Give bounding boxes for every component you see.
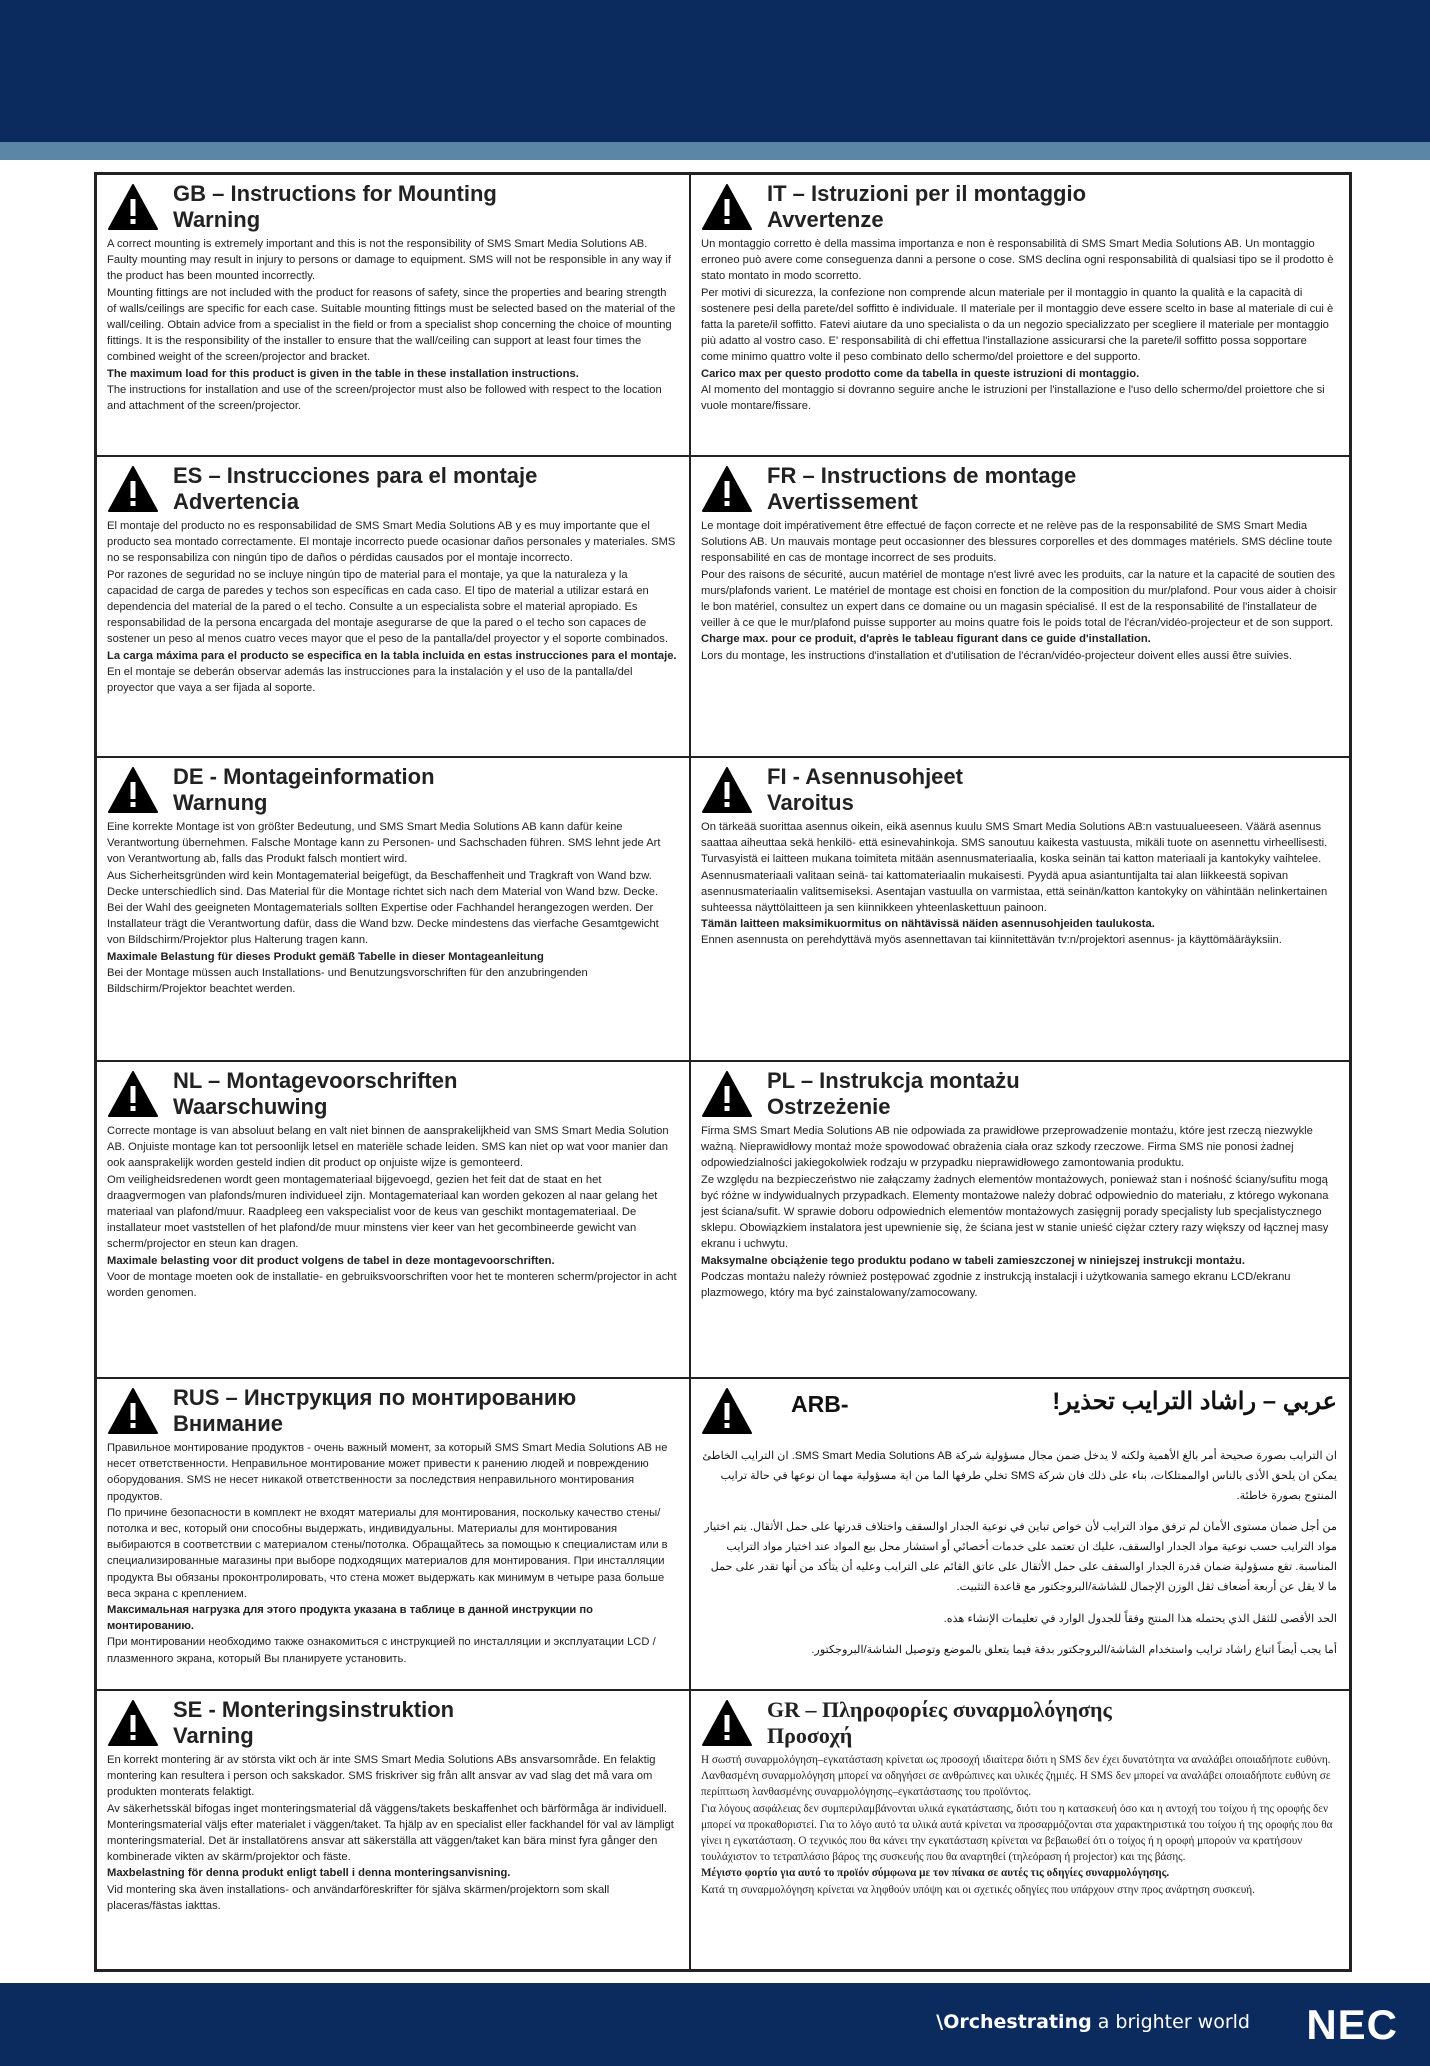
- body-paragraph: El montaje del producto no es responsabilidad de SMS Smart Media Solutions AB y es muy importante que el producto sea montado correctamente. El montaje incorrecto puede ocasionar daños personales y materiales. SMS no se responsabiliza con ningún tipo de daños o pérdidas causados por el montaje incorrecto.: [107, 520, 676, 565]
- body-paragraph: Pour des raisons de sécurité, aucun matériel de montage n'est livré avec les produits, car la nature et la capacité de soutien des murs/plafonds varient. Le matériel de montage est choisi en fonction de la composition du mur/plafond. Pour vous aider à choisir le bon matériel, consultez un expert dans ce domaine ou un magasin spécialisé. Il est de la responsabilité de l'installateur de veiller à ce que le mur/plafond puisse supporter au moins quatre fois le poids total de l'écran/vidéo-projecteur et de son support.: [701, 568, 1337, 630]
- body-paragraph: Eine korrekte Montage ist von größter Bedeutung, und SMS Smart Media Solutions AB kann dafür keine Verantwortung übernehmen. Falsche Montage kann zu Personen- und Sachschaden führen. SMS lehnt jede Art von Verantwortung ab, falls das Produkt falsch montiert wird.: [107, 821, 661, 866]
- body-paragraph: Al momento del montaggio si dovranno seguire anche le istruzioni per l'installazione e l'uso dello schermo/del proiettore che si vuole montare/fissare.: [701, 383, 1325, 413]
- body-paragraph: Ennen asennusta on perehdyttävä myös asennettavan tai kiinnitettävän tv:n/projektori asennus- ja käyttömääräyksiin.: [701, 934, 1282, 947]
- body-paragraph: Por razones de seguridad no se incluye ningún tipo de material para el montaje, ya que la naturaleza y la capacidad de carga de paredes y techos son específicas en cada caso. El tipo de material a utilizar estará en dependencia del material de la pared o el techo. Consulte a un especialista sobre el material apropiado. Es responsabilidad de la persona encargada del montaje asegurarse de que la pared o el techo son capaces de sostener un peso al menos cuatro veces mayor que el peso de la pantalla/del proyector y el soporte combinados.: [107, 568, 668, 646]
- body-paragraph: Правильное монтирование продуктов - очень важный момент, за который SMS Smart Media Solutions AB не несет ответственности. Неправильное монтирование может привести к ранению людей и повреждению оборудования. SMS не несет никакой ответственности за последствия неправильного монтирования продуктов.: [107, 1442, 668, 1503]
- body-paragraph: Voor de montage moeten ook de installatie- en gebruiksvoorschriften voor het te monteren scherm/projector in acht worden genomen.: [107, 1270, 677, 1300]
- section-subtitle: Avertissement: [767, 489, 918, 514]
- body-paragraph: En el montaje se deberán observar además las instrucciones para la instalación y el uso de la pantalla/del proyector que vaya a ser fijada al soporte.: [107, 665, 633, 695]
- section-subtitle: Warning: [173, 207, 261, 232]
- section-title: SE - Monteringsinstruktion: [173, 1697, 455, 1722]
- instruction-section: [97, 175, 691, 457]
- section-title: NL – Montagevoorschriften: [173, 1068, 458, 1093]
- section-body: [701, 1446, 1337, 1660]
- max-load-note: La carga máxima para el producto se especifica en la tabla incluida en estas instrucciones para el montaje.: [107, 649, 677, 662]
- max-load-note: Maximale belasting voor dit product volgens de tabel in deze montagevoorschriften.: [107, 1254, 555, 1267]
- instruction-section: [97, 1691, 691, 1969]
- max-load-note: Carico max per questo prodotto come da tabella in queste istruzioni di montaggio.: [701, 367, 1140, 380]
- warning-triangle-icon: [701, 766, 753, 814]
- instruction-section: [691, 1062, 1349, 1379]
- body-paragraph: Lors du montage, les instructions d'installation et d'utilisation de l'écran/vidéo-projecteur doivent elles aussi être suivies.: [701, 649, 1292, 662]
- instruction-grid: [94, 172, 1352, 1972]
- instruction-section: [97, 1062, 691, 1379]
- tagline-prefix: \Orchestrating: [936, 2011, 1092, 2033]
- section-subtitle: عربي – راشاد الترايب تحذير!: [1052, 1388, 1337, 1415]
- section-subtitle: Varning: [173, 1723, 254, 1748]
- warning-triangle-icon: [107, 465, 159, 513]
- section-title: ARB-: [791, 1391, 849, 1417]
- body-paragraph: По причине безопасности в комплект не входят материалы для монтирования, поскольку качество стены/потолка и вес, который они способны выдержать, индивидуальны. Материалы для монтирования выбираются в соответствии с материалом стены/потолка. Обращайтесь за помощью к специалистам или в специализированные магазины при выборе подходящих материалов для монтирования. При инсталляции продукта Вы обязаны проконтролировать, что стена может выдержать как минимум в четыре раза больше веса экрана с креплением.: [107, 1506, 668, 1600]
- instruction-section: [97, 1379, 691, 1691]
- instruction-section: [691, 1379, 1349, 1691]
- section-header: [107, 764, 677, 816]
- section-body: [107, 1123, 677, 1301]
- section-header: [701, 764, 1337, 816]
- section-body: [701, 1752, 1337, 1898]
- body-paragraph: A correct mounting is extremely important and this is not the responsibility of SMS Smart Media Solutions AB. Faulty mounting may result in injury to persons or damage to equipment. SMS will not be responsible in any way if the product has been mounted incorrectly.: [107, 238, 672, 283]
- warning-triangle-icon: [701, 183, 753, 231]
- nec-logo: NEC: [1306, 2001, 1398, 2048]
- body-paragraph: Aus Sicherheitsgründen wird kein Montagematerial beigefügt, da Beschaffenheit und Tragkraft von Wand bzw. Decke unterschiedlich sind. Das Material für die Montage richtet sich nach dem Material von Wand bzw. Decke. Bei der Wahl des geeigneten Montagematerials sollten Expertise oder Fachhandel herangezogen werden. Der Installateur trägt die Verantwortung dafür, dass die Wand bzw. Decke mindestens das vierfache Gesamtgewicht von Bildschirm/Projektor plus Halterung tragen kann.: [107, 869, 659, 947]
- body-paragraph: Firma SMS Smart Media Solutions AB nie odpowiada za prawidłowe przeprowadzenie montażu, które jest rzeczą niezwykle ważną. Nieprawidłowy montaż może spowodować obrażenia ciała oraz szkody rzeczowe. Firma SMS nie ponosi żadnej odpowiedzialności jakiegokolwiek rodzaju w przypadku nieprawidłowego zamontowania produktu.: [701, 1125, 1313, 1170]
- section-title: IT – Istruzioni per il montaggio: [767, 181, 1087, 206]
- body-paragraph: من أجل ضمان مستوى الأمان لم ترفق مواد الترايب لأن خواص تباين في نوعية الجدار اوالسقف واختلاف قدرتها على حمل الأثقال. يتم اختيار مواد الترايب حسب نوعية مواد الجدار اوالسقف، عليك ان تعتمد على خدمات أخصائي أو استشار محل بيع المواد عند اختيار مواد الترايب المناسبة. تقع مسؤولية ضمان قدرة الجدار اوالسقف على حمل الأثقال على عاتق القائم على الترايب وعليه أن يتأكد من أنها تقدر على حمل ما لا يقل عن أربعة أضعاف ثقل الوزن الإجمال للشاشة/البروجكتور مع قاعدة التثبيت.: [704, 1521, 1337, 1594]
- section-subtitle: Ostrzeżenie: [767, 1094, 891, 1119]
- max-load-note: The maximum load for this product is given in the table in these installation instructions.: [107, 367, 579, 380]
- body-paragraph: Om veiligheidsredenen wordt geen montagemateriaal bijgevoegd, gezien het feit dat de staat en het draagvermogen van plafonds/muren individueel zijn. Montagemateriaal kan worden gekozen al naar gelang het materiaal van plafond/muur. Raadpleeg een vakspecialist voor de keus van geschikt montagemateriaal. De installateur moet vaststellen of het plafond/de muur minstens vier keer van het gecombineerde gewicht van scherm/projector en steun kan dragen.: [107, 1173, 658, 1251]
- max-load-note: Максимальная нагрузка для этого продукта указана в таблице в данной инструкции по монтированию.: [107, 1604, 593, 1633]
- body-paragraph: الحد الأقصى للثقل الذي يحتمله هذا المنتج وفقاً للجدول الوارد في تعليمات الإنشاء هذه.: [943, 1612, 1337, 1625]
- body-paragraph: Mounting fittings are not included with the product for reasons of safety, since the properties and bearing strength of walls/ceilings are specific for each case. Suitable mounting fittings must be selected based on the material of the wall/ceiling. Obtain advice from a specialist in the field or from a specialist shop concerning the choice of mounting fittings. It is the responsibility of the installer to ensure that the wall/ceiling can support at least four times the combined weight of the screen/projector and bracket.: [107, 286, 676, 364]
- instruction-section: [97, 457, 691, 758]
- body-paragraph: Le montage doit impérativement être effectué de façon correcte et ne relève pas de la responsabilité de SMS Smart Media Solutions AB. Un mauvais montage peut occasionner des blessures corporelles et des dommages matériels. SMS décline toute responsabilité en cas de montage incorrect de ses produits.: [701, 520, 1333, 565]
- section-subtitle: Avvertenze: [767, 207, 884, 232]
- section-title: ES – Instrucciones para el montaje: [173, 463, 538, 488]
- warning-triangle-icon: [107, 1387, 159, 1435]
- body-paragraph: ان الترايب بصورة صحيحة أمر بالغ الأهمية ولكنه لا يدخل ضمن مجال مسؤولية شركة SMS Smart Media Solutions AB. ان الترايب الخاطئ يمكن ان يلحق الأذى بالناس اوالممتلكات، بناء على ذلك فان شركة SMS تخلي طرفها الما من اية مسؤولية مهما ان نوعها في حالة ترايب المنتوج بصورة خاطئة.: [702, 1450, 1337, 1503]
- body-paragraph: En korrekt montering är av största vikt och är inte SMS Smart Media Solutions ABs ansvarsområde. En felaktig montering kan resultera i person och sakskador. SMS friskriver sig från allt ansvar av vad slag det må vara om produkten monterats felaktigt.: [107, 1754, 656, 1799]
- section-subtitle: Внимание: [173, 1411, 283, 1436]
- instruction-section: [691, 1691, 1349, 1969]
- max-load-note: Μέγιστο φορτίο για αυτό το προϊόν σύμφωνα με τον πίνακα σε αυτές τις οδηγίες συναρμολόγησης.: [701, 1867, 1170, 1880]
- warning-triangle-icon: [701, 1387, 753, 1435]
- body-paragraph: Correcte montage is van absoluut belang en valt niet binnen de aansprakelijkheid van SMS Smart Media Solution AB. Onjuiste montage kan tot persoonlijk letsel en materiële schade leiden. SMS kan niet op wat voor manier dan ook aansprakelijk worden gesteld indien dit product op onjuiste wijze is gemonteerd.: [107, 1125, 669, 1170]
- section-body: [107, 518, 677, 696]
- header-band: [0, 0, 1430, 142]
- section-title: RUS – Инструкция по монтированию: [173, 1385, 577, 1410]
- body-paragraph: Un montaggio corretto è della massima importanza e non è responsabilità di SMS Smart Media Solutions AB. Un montaggio erroneo può avere come conseguenza danni a persone o cose. SMS declina ogni responsabilità di qualsiasi tipo se il prodotto è stato montato in modo scorretto.: [701, 238, 1334, 283]
- max-load-note: Tämän laitteen maksimikuormitus on nähtävissä näiden asennusohjeiden taulukosta.: [701, 918, 1155, 931]
- max-load-note: Charge max. pour ce produit, d'après le tableau figurant dans ce guide d'installation.: [701, 633, 1151, 646]
- instruction-section: [691, 175, 1349, 457]
- section-title: PL – Instrukcja montażu: [767, 1068, 1020, 1093]
- body-paragraph: Κατά τη συναρμολόγηση κρίνεται να ληφθούν υπόψη και οι σχετικές οδηγίες που υπάρχουν στην προς ανάρτηση συσκευή.: [701, 1883, 1255, 1896]
- section-subtitle: Advertencia: [173, 489, 299, 514]
- section-header: [107, 1385, 677, 1437]
- body-paragraph: Για λόγους ασφάλειας δεν συμπεριλαμβάνονται υλικά εγκατάστασης, διότι του η κατασκευή όσο και η αντοχή του τοίχου ή της οροφής δεν μπορεί να προκαθοριστεί. Για το λόγο αυτό τα υλικά αυτά κρίνεται να προσαρμόζονται στα χαρακτηριστικά του τοίχου ή της οροφής που θα γίνει η εγκατάσταση. Ο τεχνικός που θα κάνει την εγκατάσταση κρίνεται να βεβαιωθεί ότι ο τοίχος ή η οροφή μπορούν να κρατήσουν τουλάχιστον το τετραπλάσιο βάρος της συσκευής που θα αναρτηθεί (τηλεόραση ή projector) και της βάσης.: [701, 1802, 1333, 1864]
- section-header: [701, 463, 1337, 515]
- section-title: FR – Instructions de montage: [767, 463, 1077, 488]
- section-body: [107, 1440, 677, 1667]
- section-body: [701, 236, 1337, 414]
- section-body: [701, 819, 1337, 949]
- max-load-note: Maximale Belastung für dieses Produkt gemäß Tabelle in dieser Montageanleitung: [107, 950, 544, 963]
- instruction-section: [691, 457, 1349, 758]
- section-body: [107, 1752, 677, 1914]
- section-header: [701, 1697, 1337, 1749]
- body-paragraph: On tärkeää suorittaa asennus oikein, eikä asennus kuulu SMS Smart Media Solutions AB:n vastuualueeseen. Väärä asennus saattaa aiheuttaa sekä henkilö- että esinevahinkoja. SMS sanoutuu kaikesta vastuusta, mikäli tuote on asennettu virheellisesti.: [701, 821, 1328, 850]
- instruction-section: [691, 758, 1349, 1062]
- section-header: [107, 1068, 677, 1120]
- section-subtitle: Warnung: [173, 790, 268, 815]
- body-paragraph: Turvasyistä ei laitteen mukana toimiteta mitään asennusmateriaalia, koska seinän tai katton materiaali ja kantokyky vaihtelee. Asennusmateriaali valitaan seinä- tai kattomateriaalin mukaisesti. Pyydä apua asiantuntijalta tai alan liikkeestä sopivan asennusmateriaalin valitsemiseksi. Asentajan vastuulla on varmistaa, että seinän/katton kantokyky on vähintään nelinkertainen suhteessa näyttölaitteen ja sen kiinnikkeen yhteenlaskettuun painoon.: [701, 853, 1328, 915]
- section-title: DE - Montageinformation: [173, 764, 435, 789]
- section-header: [107, 463, 677, 515]
- warning-triangle-icon: [701, 1070, 753, 1118]
- section-header: [107, 181, 677, 233]
- warning-triangle-icon: [107, 183, 159, 231]
- body-paragraph: Η σωστή συναρμολόγηση–εγκατάσταση κρίνεται ως προσοχή ιδιαίτερα διότι η SMS δεν έχει δυνατότητα να αναλάβει οποιαδήποτε ευθύνη. Λανθασμένη συναρμολόγηση μπορεί να οδηγήσει σε ανθρώπινες και υλικές ζημιές. Η SMS δεν μπορεί να αναλάβει οποιαδήποτε ευθύνη σε περίπτωση λανθασμένης συναρμολόγησης–εγκατάστασης του προϊόντος.: [701, 1754, 1331, 1799]
- section-subtitle: Varoitus: [767, 790, 854, 815]
- section-header: [107, 1697, 677, 1749]
- warning-triangle-icon: [107, 1699, 159, 1747]
- header-stripe: [0, 142, 1430, 160]
- footer-band: [0, 1983, 1430, 2066]
- section-header: [701, 181, 1337, 233]
- body-paragraph: Ze względu na bezpieczeństwo nie załączamy żadnych elementów montażowych, ponieważ stan i nośność ściany/sufitu mogą być różne w indywidualnych przypadkach. Elementy montażowe należy dobrać odpowiednio do materiału, z którego wykonana jest ściana/sufit. W sprawie doboru odpowiednich elementów montażowych zasięgnij porady specjalisty lub specjalistycznego sklepu. Obowiązkiem instalatora jest upewnienie się, że ściana jest w stanie unieść ciężar cztery razy większy od łącznej masy ekranu i uchwytu.: [701, 1173, 1329, 1251]
- max-load-note: Maxbelastning för denna produkt enligt tabell i denna monteringsanvisning.: [107, 1867, 511, 1880]
- body-paragraph: Vid montering ska även installations- och användarföreskrifter för själva skärmen/projektorn som skall placeras/fästas iakttas.: [107, 1883, 610, 1912]
- body-paragraph: Bei der Montage müssen auch Installations- und Benutzungsvorschriften für den anzubringenden Bildschirm/Projektor beachtet werden.: [107, 966, 588, 996]
- section-body: [107, 819, 677, 997]
- warning-triangle-icon: [107, 766, 159, 814]
- section-body: [701, 1123, 1337, 1301]
- max-load-note: Maksymalne obciążenie tego produktu podano w tabeli zamieszczonej w niniejszej instrukcji montażu.: [701, 1254, 1245, 1267]
- section-body: [107, 236, 677, 414]
- body-paragraph: The instructions for installation and use of the screen/projector must also be followed with respect to the location and attachment of the screen/projector.: [107, 383, 662, 413]
- body-paragraph: Podczas montażu należy również postępować zgodnie z instrukcją instalacji i użytkowania samego ekranu LCD/ekranu plazmowego, który ma być zainstalowany/zamocowany.: [701, 1270, 1291, 1300]
- warning-triangle-icon: [701, 465, 753, 513]
- section-subtitle: Waarschuwing: [173, 1094, 328, 1119]
- warning-triangle-icon: [107, 1070, 159, 1118]
- tagline-suffix: a brighter world: [1097, 2011, 1250, 2033]
- body-paragraph: أما يجب أيضاً اتباع راشاد ترايب واستخدام الشاشة/البروجكتور بدقة فيما يتعلق بالموضع وتوصيل الشاشة/البروجكتور.: [811, 1643, 1337, 1656]
- footer-tagline: [936, 2011, 1250, 2033]
- section-title: GB – Instructions for Mounting: [173, 181, 497, 206]
- body-paragraph: При монтировании необходимо также ознакомиться с инструкцией по инсталляции и эксплуатации LCD /плазменного экрана, который Вы планируете установить.: [107, 1636, 656, 1665]
- body-paragraph: Per motivi di sicurezza, la confezione non comprende alcun materiale per il montaggio in quanto la qualità e la capacità di sostenere pesi della parete/del soffitto è individuale. Il materiale per il montaggio deve essere scelto in base al materiale di cui è fatta la parete/il soffitto. Fatevi aiutare da uno specialista o da un negozio specializzato per scegliere il materiale per montaggio più adatto al vostro caso. E' responsabilità di chi effettua l'installazione assicurarsi che la parete/il soffitto possa sopportare come minimo quattro volte il peso combinato dello schermo/del proiettore e del supporto.: [701, 286, 1334, 364]
- section-subtitle: Προσοχή: [767, 1723, 853, 1748]
- warning-triangle-icon: [701, 1699, 753, 1747]
- section-body: [701, 518, 1337, 664]
- section-title: FI - Asennusohjeet: [767, 764, 963, 789]
- section-title: GR – Πληροφορίες συναρμολόγησης: [767, 1697, 1112, 1722]
- instruction-section: [97, 758, 691, 1062]
- body-paragraph: Av säkerhetsskäl bifogas inget monteringsmaterial då väggens/takets beskaffenhet och bärförmåga är individuell. Monteringsmaterial väljs efter materialet i väggen/taket. Ta hjälp av en specialist eller fackhandel för val av lämpligt monteringsmaterial. Det är installatörens ansvar att säkerställa att väggen/taket kan bära minst fyra gånger den kombinerade vikten av skärm/projektor och fäste.: [107, 1802, 674, 1864]
- section-header: [701, 1068, 1337, 1120]
